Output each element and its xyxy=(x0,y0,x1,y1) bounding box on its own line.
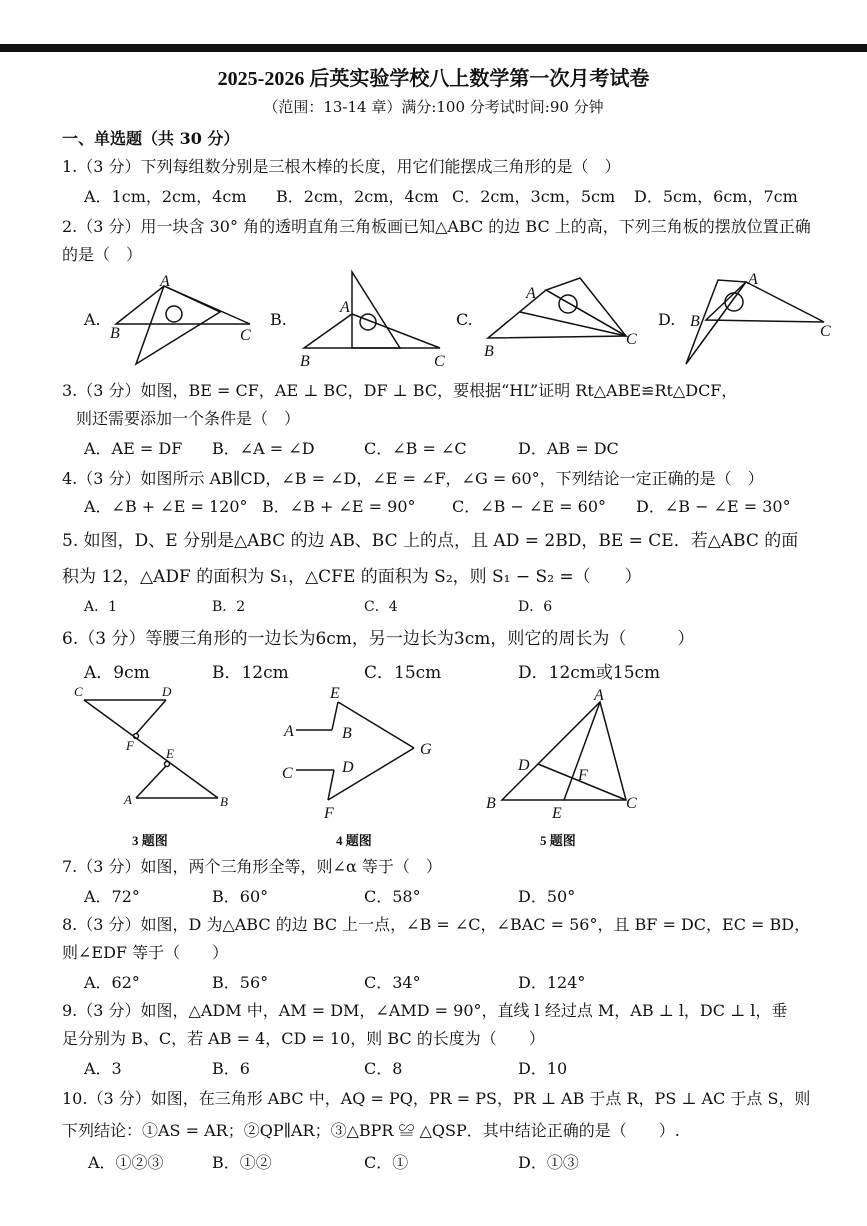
question-7-text: 7.（3 分）如图，两个三角形全等，则∠α 等于（ ） xyxy=(62,857,442,876)
label-E: E xyxy=(330,685,340,702)
label-A: A xyxy=(748,272,758,288)
label-A: A xyxy=(160,273,170,290)
q4-option-d: D．∠B − ∠E = 30° xyxy=(636,497,791,516)
q1-option-b: B．2cm，2cm，4cm xyxy=(276,187,439,206)
q5-option-b: B．2 xyxy=(212,599,246,615)
exam-title: 2025-2026 后英实验学校八上数学第一次月考试卷 xyxy=(217,68,650,90)
section-title: 一、单选题（共 30 分） xyxy=(62,129,240,148)
q1-option-a: A．1cm，2cm，4cm xyxy=(84,187,247,206)
q6-option-b: B．12cm xyxy=(212,663,289,683)
label-A: A xyxy=(284,723,294,740)
q9-option-b: B．6 xyxy=(212,1059,250,1078)
label-B: B xyxy=(690,313,700,330)
q2-figure-a xyxy=(108,272,268,372)
q7-option-a: A．72° xyxy=(84,887,140,906)
label-B: B xyxy=(300,353,310,370)
question-2-text-cont: 的是（ ） xyxy=(62,245,143,264)
q7-option-d: D．50° xyxy=(518,887,576,906)
q2-figure-c xyxy=(480,274,650,364)
q5-option-a: A．1 xyxy=(84,599,118,615)
q8-option-b: B．56° xyxy=(212,973,269,992)
question-8-text-cont: 则∠EDF 等于（ ） xyxy=(62,943,229,962)
q9-option-c: C．8 xyxy=(364,1059,403,1078)
question-4-text: 4.（3 分）如图所示 AB∥CD，∠B = ∠D，∠E = ∠F，∠G = 60°，下列结论一定正确的是（ ） xyxy=(62,469,764,488)
label-D: D xyxy=(518,757,530,774)
label-E: E xyxy=(552,805,562,822)
label-F: F xyxy=(126,738,134,753)
question-5-text-cont: 积为 12，△ADF 的面积为 S₁，△CFE 的面积为 S₂，则 S₁ − S₂ =（ ） xyxy=(62,567,642,587)
q7-option-b: B．60° xyxy=(212,887,269,906)
label-C: C xyxy=(282,765,293,782)
question-9-text: 9.（3 分）如图，△ADM 中，AM = DM，∠AMD = 90°，直线 l 经过点 M，AB ⊥ l，DC ⊥ l，垂 xyxy=(62,1001,788,1020)
label-B: B xyxy=(220,794,228,809)
q3-option-c: C．∠B = ∠C xyxy=(364,439,467,458)
figure-q5 xyxy=(484,684,654,824)
q6-option-c: C．15cm xyxy=(364,663,442,683)
q2-figure-d xyxy=(684,272,844,372)
q2-option-b: B. xyxy=(270,310,287,329)
q3-option-d: D．AB = DC xyxy=(518,439,619,458)
label-A: A xyxy=(594,687,604,704)
q9-option-a: A．3 xyxy=(84,1059,122,1078)
label-F: F xyxy=(578,767,588,784)
question-1-text: 1.（3 分）下列每组数分别是三根木棒的长度，用它们能摆成三角形的是（ ） xyxy=(62,157,621,176)
q10-option-b: B．①② xyxy=(212,1153,272,1172)
q2-figure-b xyxy=(296,266,456,376)
q9-option-d: D．10 xyxy=(518,1059,568,1078)
q8-option-a: A．62° xyxy=(84,973,140,992)
label-C: C xyxy=(626,331,637,348)
question-8-text: 8.（3 分）如图，D 为△ABC 的边 BC 上一点，∠B = ∠C，∠BAC = 56°，且 BF = DC，EC = BD， xyxy=(62,915,811,934)
figure-q3 xyxy=(70,682,250,822)
label-C: C xyxy=(820,323,831,340)
label-D: D xyxy=(342,759,354,776)
q3-option-b: B．∠A = ∠D xyxy=(212,439,315,458)
label-C: C xyxy=(240,327,251,344)
q2-option-c: C. xyxy=(456,310,473,329)
label-B: B xyxy=(484,343,494,360)
q10-option-a: A．①②③ xyxy=(88,1153,164,1172)
q6-option-d: D．12cm或15cm xyxy=(518,663,661,683)
q7-option-c: C．58° xyxy=(364,887,421,906)
q10-option-c: C．① xyxy=(364,1153,409,1172)
label-B: B xyxy=(110,325,120,342)
q2-option-a: A. xyxy=(84,310,101,329)
label-A: A xyxy=(340,299,350,316)
label-D: D xyxy=(162,684,172,699)
label-B: B xyxy=(342,725,352,742)
question-6-text: 6.（3 分）等腰三角形的一边长为6cm，另一边长为3cm，则它的周长为（ ） xyxy=(62,629,695,649)
label-C: C xyxy=(74,684,83,699)
label-A: A xyxy=(124,792,132,807)
q1-option-c: C．2cm，3cm，5cm xyxy=(452,187,616,206)
q10-option-d: D．①③ xyxy=(518,1153,579,1172)
question-5-text: 5. 如图，D、E 分别是△ABC 的边 AB、BC 上的点，且 AD = 2BD，BE = CE．若△ABC 的面 xyxy=(62,531,799,551)
q5-option-d: D．6 xyxy=(518,599,553,615)
question-9-text-cont: 足分别为 B、C，若 AB = 4，CD = 10，则 BC 的长度为（ ） xyxy=(62,1029,545,1048)
q3-option-a: A．AE = DF xyxy=(84,439,183,458)
q4-option-b: B．∠B + ∠E = 90° xyxy=(262,497,416,516)
question-10-text: 10.（3 分）如图，在三角形 ABC 中，AQ = PQ，PR = PS，PR ⊥ AB 于点 R，PS ⊥ AC 于点 S，则 xyxy=(62,1089,811,1108)
q4-option-a: A．∠B + ∠E = 120° xyxy=(84,497,248,516)
figure-q4 xyxy=(280,682,450,822)
q8-option-d: D．124° xyxy=(518,973,586,992)
question-3-text: 3.（3 分）如图，BE = CF，AE ⊥ BC，DF ⊥ BC，要根据“HL”证明 Rt△ABE≌Rt△DCF， xyxy=(62,381,738,400)
label-C: C xyxy=(626,795,637,812)
exam-subtitle: （范围：13-14 章）满分:100 分考试时间:90 分钟 xyxy=(263,98,604,116)
q2-option-d: D. xyxy=(658,310,676,329)
label-E: E xyxy=(166,746,174,761)
question-2-text: 2.（3 分）用一块含 30° 角的透明直角三角板画已知△ABC 的边 BC 上的高，下列三角板的摆放位置正确 xyxy=(62,217,811,236)
q1-option-d: D．5cm，6cm，7cm xyxy=(634,187,798,206)
figure-q4-caption: 4 题图 xyxy=(336,833,372,848)
q4-option-c: C．∠B − ∠E = 60° xyxy=(452,497,607,516)
q6-option-a: A．9cm xyxy=(84,663,150,683)
label-A: A xyxy=(526,285,536,302)
label-G: G xyxy=(420,741,432,758)
question-10-text-cont: 下列结论：①AS = AR；②QP∥AR；③△BPR ≌ △QSP．其中结论正确的是（ ）. xyxy=(62,1121,680,1140)
figure-q3-caption: 3 题图 xyxy=(132,833,168,848)
q8-option-c: C．34° xyxy=(364,973,421,992)
label-C: C xyxy=(434,353,445,370)
label-B: B xyxy=(486,795,496,812)
top-rule xyxy=(0,44,867,52)
figure-q5-caption: 5 题图 xyxy=(540,833,576,848)
q5-option-c: C．4 xyxy=(364,599,398,615)
question-3-text-cont: 则还需要添加一个条件是（ ） xyxy=(76,409,301,428)
label-F: F xyxy=(324,805,334,822)
